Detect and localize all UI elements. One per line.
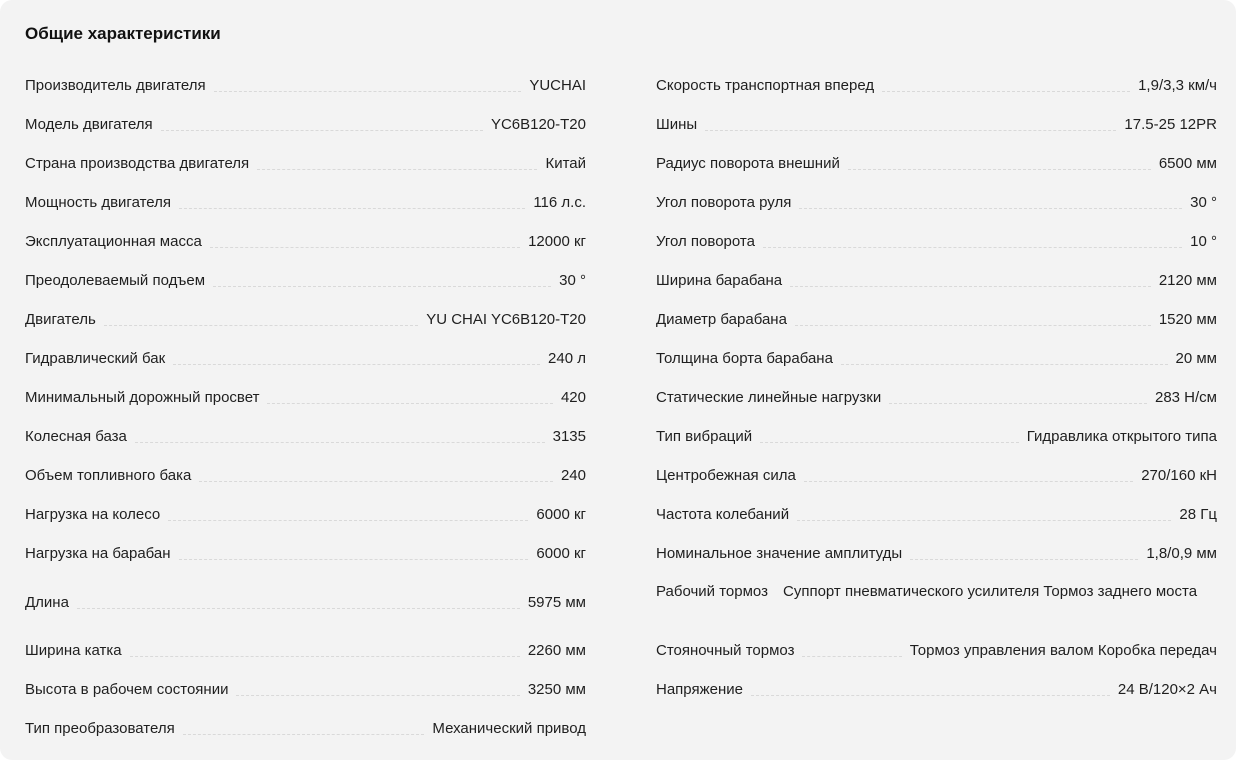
leader-dots bbox=[173, 364, 540, 365]
spec-value: Тормоз управления валом Коробка передач bbox=[909, 642, 1217, 659]
leader-dots bbox=[760, 442, 1019, 443]
spec-label: Двигатель bbox=[25, 311, 96, 328]
spec-label: Тип преобразователя bbox=[25, 720, 175, 737]
spec-value: 116 л.с. bbox=[533, 194, 586, 211]
spec-label: Диаметр барабана bbox=[656, 311, 787, 328]
spec-value: YU CHAI YC6B120-T20 bbox=[426, 311, 586, 328]
leader-dots bbox=[804, 481, 1133, 482]
spec-value: 3250 мм bbox=[527, 681, 586, 698]
spec-row bbox=[25, 300, 586, 339]
spec-value: 270/160 кН bbox=[1141, 467, 1217, 484]
spec-label: Частота колебаний bbox=[656, 506, 790, 523]
leader-dots bbox=[168, 520, 528, 521]
spec-value: 20 мм bbox=[1175, 350, 1217, 367]
spec-label: Ширина катка bbox=[25, 642, 122, 659]
spec-value: 28 Гц bbox=[1179, 506, 1217, 523]
leader-dots bbox=[751, 695, 1110, 696]
spec-value: 2260 мм bbox=[527, 642, 586, 659]
leader-dots bbox=[841, 364, 1168, 365]
leader-dots bbox=[183, 734, 425, 735]
leader-dots bbox=[802, 656, 901, 657]
leader-dots bbox=[705, 130, 1116, 131]
spec-value: 12000 кг bbox=[528, 233, 586, 250]
spec-value: YUCHAI bbox=[529, 77, 586, 94]
spec-label: Объем топливного бака bbox=[25, 467, 192, 484]
spec-row bbox=[25, 378, 586, 417]
leader-dots bbox=[236, 695, 519, 696]
spec-label: Длина bbox=[25, 593, 69, 611]
spec-value: 2120 мм bbox=[1158, 272, 1217, 289]
spec-row bbox=[656, 222, 1217, 261]
spec-label: Ширина барабана bbox=[656, 272, 783, 289]
spec-row bbox=[25, 534, 586, 573]
spec-row bbox=[25, 495, 586, 534]
section-title: Общие характеристики bbox=[25, 24, 221, 43]
leader-dots bbox=[213, 286, 551, 287]
spec-label: Производитель двигателя bbox=[25, 77, 206, 94]
spec-row bbox=[656, 378, 1217, 417]
leader-dots bbox=[179, 208, 525, 209]
spec-row bbox=[656, 66, 1217, 105]
spec-row bbox=[25, 456, 586, 495]
leader-dots bbox=[161, 130, 483, 131]
spec-row bbox=[25, 670, 586, 709]
spec-label: Угол поворота руля bbox=[656, 194, 792, 211]
spec-row bbox=[656, 105, 1217, 144]
spec-label: Колесная база bbox=[25, 428, 127, 445]
spec-row bbox=[656, 631, 1217, 670]
spec-row bbox=[656, 339, 1217, 378]
spec-label: Номинальное значение амплитуды bbox=[656, 545, 903, 562]
spec-label: Модель двигателя bbox=[25, 116, 153, 133]
leader-dots bbox=[130, 656, 520, 657]
spec-row bbox=[656, 495, 1217, 534]
spec-row bbox=[25, 105, 586, 144]
specs-column-right bbox=[656, 66, 1217, 709]
spec-label: Нагрузка на барабан bbox=[25, 545, 171, 562]
spec-label: Минимальный дорожный просвет bbox=[25, 389, 260, 406]
spec-label: Нагрузка на колесо bbox=[25, 506, 161, 523]
spec-label: Гидравлический бак bbox=[25, 350, 166, 367]
spec-value: 240 л bbox=[548, 350, 586, 367]
spec-label: Мощность двигателя bbox=[25, 194, 172, 211]
spec-row bbox=[25, 144, 586, 183]
spec-row bbox=[25, 261, 586, 300]
leader-dots bbox=[199, 481, 553, 482]
spec-label: Страна производства двигателя bbox=[25, 155, 250, 172]
spec-value: 283 Н/см bbox=[1154, 389, 1217, 406]
spec-label: Радиус поворота внешний bbox=[656, 155, 840, 172]
spec-value: 5975 мм bbox=[527, 593, 586, 611]
spec-row bbox=[656, 183, 1217, 222]
spec-value: Механический привод bbox=[432, 720, 586, 737]
specs-column-left bbox=[25, 66, 586, 748]
leader-dots bbox=[889, 403, 1147, 404]
spec-row bbox=[656, 300, 1217, 339]
spec-value: 30 ° bbox=[559, 272, 586, 289]
spec-label: Статические линейные нагрузки bbox=[656, 389, 882, 406]
leader-dots bbox=[848, 169, 1151, 170]
spec-row bbox=[25, 631, 586, 670]
spec-label: Высота в рабочем состоянии bbox=[25, 681, 229, 698]
spec-row bbox=[25, 709, 586, 748]
leader-dots bbox=[179, 559, 529, 560]
spec-value: Суппорт пневматического усилителя Тормоз заднего моста bbox=[783, 583, 1198, 600]
spec-value: 6000 кг bbox=[536, 506, 586, 523]
leader-dots bbox=[882, 91, 1130, 92]
spec-row bbox=[25, 66, 586, 105]
spec-label: Эксплуатационная масса bbox=[25, 233, 202, 250]
spec-label: Рабочий тормоз bbox=[656, 583, 768, 600]
spec-label: Тип вибраций bbox=[656, 428, 753, 445]
spec-label: Центробежная сила bbox=[656, 467, 796, 484]
spec-value: 1,9/3,3 км/ч bbox=[1138, 77, 1217, 94]
spec-value: 6500 мм bbox=[1158, 155, 1217, 172]
spec-value: 3135 bbox=[552, 428, 586, 445]
spec-value: 1,8/0,9 мм bbox=[1146, 545, 1217, 562]
spec-value: 1520 мм bbox=[1158, 311, 1217, 328]
spec-value: YC6B120-T20 bbox=[490, 116, 586, 133]
spec-label: Напряжение bbox=[656, 681, 743, 698]
spec-value: 420 bbox=[560, 389, 586, 406]
spec-label: Толщина борта барабана bbox=[656, 350, 833, 367]
leader-dots bbox=[210, 247, 520, 248]
spec-value: Китай bbox=[545, 155, 586, 172]
spec-row bbox=[25, 417, 586, 456]
spec-value: 24 В/120×2 Ач bbox=[1117, 681, 1217, 698]
leader-dots bbox=[267, 403, 553, 404]
spec-row bbox=[656, 417, 1217, 456]
spec-value: Гидравлика открытого типа bbox=[1026, 428, 1217, 445]
leader-dots bbox=[214, 91, 522, 92]
leader-dots bbox=[799, 208, 1182, 209]
spec-row bbox=[25, 573, 586, 631]
spec-row bbox=[656, 261, 1217, 300]
spec-label: Преодолеваемый подъем bbox=[25, 272, 206, 289]
spec-row bbox=[656, 534, 1217, 573]
spec-value: 30 ° bbox=[1190, 194, 1217, 211]
leader-dots bbox=[257, 169, 537, 170]
leader-dots bbox=[77, 608, 520, 609]
spec-row bbox=[25, 222, 586, 261]
spec-label: Стояночный тормоз bbox=[656, 642, 795, 659]
spec-row bbox=[656, 144, 1217, 183]
leader-dots bbox=[104, 325, 418, 326]
spec-row bbox=[656, 573, 1217, 631]
spec-label: Угол поворота bbox=[656, 233, 755, 250]
spec-value: 6000 кг bbox=[536, 545, 586, 562]
spec-value: 10 ° bbox=[1190, 233, 1217, 250]
leader-dots bbox=[910, 559, 1138, 560]
leader-dots bbox=[790, 286, 1151, 287]
leader-dots bbox=[797, 520, 1171, 521]
spec-row bbox=[25, 183, 586, 222]
spec-value: 17.5-25 12PR bbox=[1124, 116, 1217, 133]
spec-label: Шины bbox=[656, 116, 698, 133]
leader-dots bbox=[795, 325, 1151, 326]
spec-value: 240 bbox=[560, 467, 586, 484]
leader-dots bbox=[763, 247, 1182, 248]
spec-row bbox=[25, 339, 586, 378]
spec-label: Скорость транспортная вперед bbox=[656, 77, 875, 94]
spec-row bbox=[656, 456, 1217, 495]
spec-row bbox=[656, 670, 1217, 709]
leader-dots bbox=[135, 442, 545, 443]
